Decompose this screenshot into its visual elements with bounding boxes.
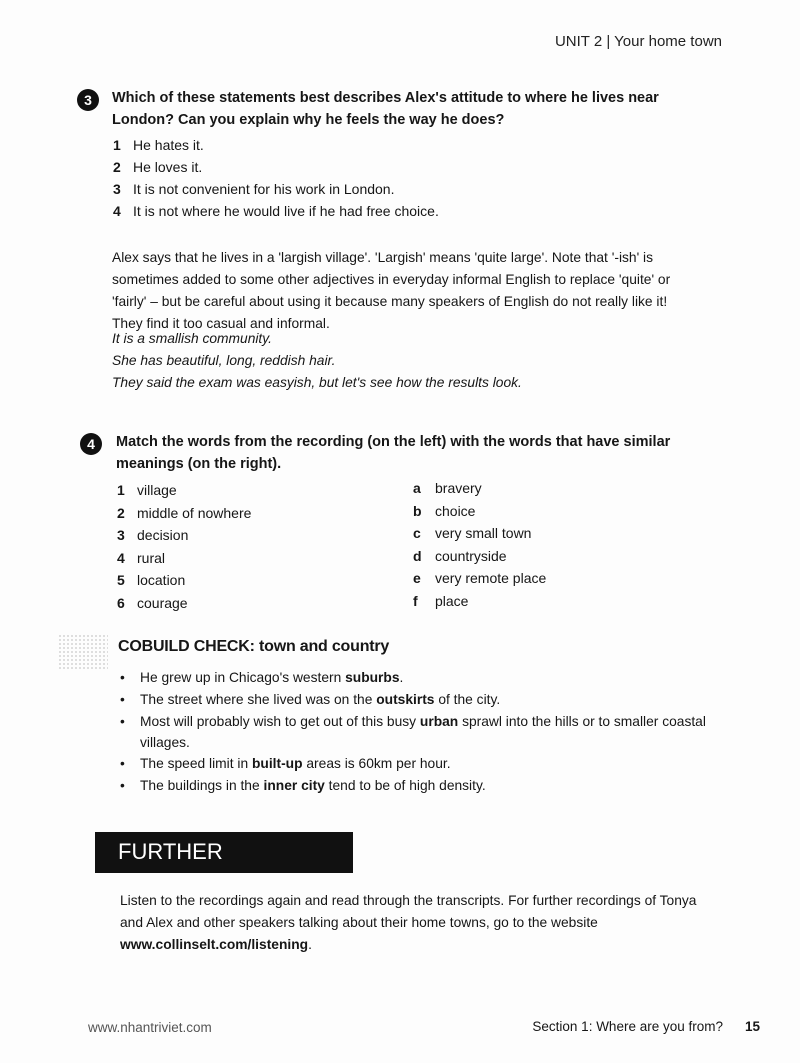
example-sentence: She has beautiful, long, reddish hair. xyxy=(112,353,336,368)
bullet-text: The buildings in the xyxy=(140,778,264,793)
match-left-word: rural xyxy=(137,549,166,566)
question-number-3: 3 xyxy=(77,89,99,111)
cobuild-bullet xyxy=(120,711,730,753)
match-right-word: bravery xyxy=(435,480,482,496)
option-text: It is not convenient for his work in London. xyxy=(133,181,395,197)
example-sentence: They said the exam was easyish, but let's see how the results look. xyxy=(112,375,522,390)
match-right-word: countryside xyxy=(435,547,507,564)
bullet-text: of the city. xyxy=(434,692,501,707)
option-number: 1 xyxy=(113,137,121,153)
match-left-number: 2 xyxy=(117,504,125,521)
option-number: 4 xyxy=(113,203,121,219)
note-paragraph: Alex says that he lives in a 'largish village'. 'Largish' means 'quite large'. Note that '-ish' is sometimes added to some other adjectives in everyday informal English to replace 'quite' or 'fairly' – but be careful about using it because many speakers of English do not really like it! They find it too casual and informal. xyxy=(112,250,671,331)
footer-section: Section 1: Where are you from? xyxy=(532,1019,723,1034)
match-left-word: middle of nowhere xyxy=(137,504,252,521)
bullet-text: Most will probably wish to get out of this busy xyxy=(140,714,420,729)
bullet-icon: • xyxy=(120,714,125,729)
further-text xyxy=(120,890,700,956)
cobuild-icon xyxy=(58,634,108,670)
bullet-text: . xyxy=(399,670,404,685)
bullet-keyword: outskirts xyxy=(376,692,435,707)
question-4-text: Match the words from the recording (on the left) with the words that have similar meanings (on the right). xyxy=(116,434,671,472)
match-left-word: courage xyxy=(137,594,188,611)
bullet-icon: • xyxy=(120,670,125,685)
bullet-text: areas is 60km per hour. xyxy=(302,756,451,771)
further-title: FURTHER xyxy=(118,839,223,864)
match-left-number: 4 xyxy=(117,549,125,566)
match-right-letter: a xyxy=(413,480,421,496)
cobuild-bullet xyxy=(120,775,730,796)
cobuild-bullet xyxy=(120,667,730,688)
bullet-icon: • xyxy=(120,692,125,707)
match-left-number: 5 xyxy=(117,572,125,588)
option-number: 2 xyxy=(113,159,121,175)
example-sentence: It is a smallish community. xyxy=(112,331,272,346)
further-body: Listen to the recordings again and read through the transcripts. For further recordings of Tonya and Alex and other speakers talking about their home towns, go to the website xyxy=(120,893,697,930)
bullet-text: The speed limit in xyxy=(140,756,252,771)
page-number: 15 xyxy=(745,1019,761,1034)
match-left-number: 6 xyxy=(117,594,125,611)
cobuild-bullet xyxy=(120,753,730,774)
running-header: UNIT 2 | Your home town xyxy=(554,33,722,50)
cobuild-bullet xyxy=(120,689,730,710)
bullet-keyword: built-up xyxy=(251,756,303,771)
match-right-word: very remote place xyxy=(435,570,547,586)
cobuild-title: COBUILD CHECK: town and country xyxy=(118,638,390,655)
match-right-letter: b xyxy=(413,502,422,519)
match-right-letter: f xyxy=(413,592,418,609)
match-right-letter: e xyxy=(413,570,421,586)
match-right-word: very small town xyxy=(435,525,532,541)
match-right-letter: d xyxy=(413,547,422,564)
match-left-number: 3 xyxy=(117,527,125,543)
match-right-letter: c xyxy=(413,525,421,541)
bullet-keyword: suburbs xyxy=(345,670,400,685)
bullet-text: The street where she lived was on the xyxy=(140,692,377,707)
option-number: 3 xyxy=(113,181,121,197)
bullet-text: He grew up in Chicago's western xyxy=(140,670,346,685)
option-text: He hates it. xyxy=(133,137,204,153)
further-end: . xyxy=(308,937,312,952)
bullet-text: sprawl into the hills or to smaller coastal villages. xyxy=(140,714,706,750)
question-number-4: 4 xyxy=(80,433,102,455)
bullet-icon: • xyxy=(120,756,125,771)
question-3-text: Which of these statements best describes Alex's attitude to where he lives near London? Can you explain why he feels the way he does? xyxy=(112,90,659,128)
match-left-word: village xyxy=(137,482,177,498)
match-left-number: 1 xyxy=(117,482,125,498)
website-link[interactable]: www.collinselt.com/listening xyxy=(120,937,309,952)
bullet-icon: • xyxy=(120,778,125,793)
bullet-keyword: inner city xyxy=(263,778,325,793)
option-text: He loves it. xyxy=(133,159,203,175)
bullet-keyword: urban xyxy=(419,714,459,729)
bullet-text: tend to be of high density. xyxy=(324,778,486,793)
further-banner xyxy=(95,832,353,873)
match-right-word: place xyxy=(435,592,469,609)
match-right-word: choice xyxy=(435,502,476,519)
option-text: It is not where he would live if he had free choice. xyxy=(133,203,439,219)
match-left-word: location xyxy=(137,572,186,588)
match-left-word: decision xyxy=(137,527,189,543)
footer-website: www.nhantriviet.com xyxy=(88,1020,212,1035)
